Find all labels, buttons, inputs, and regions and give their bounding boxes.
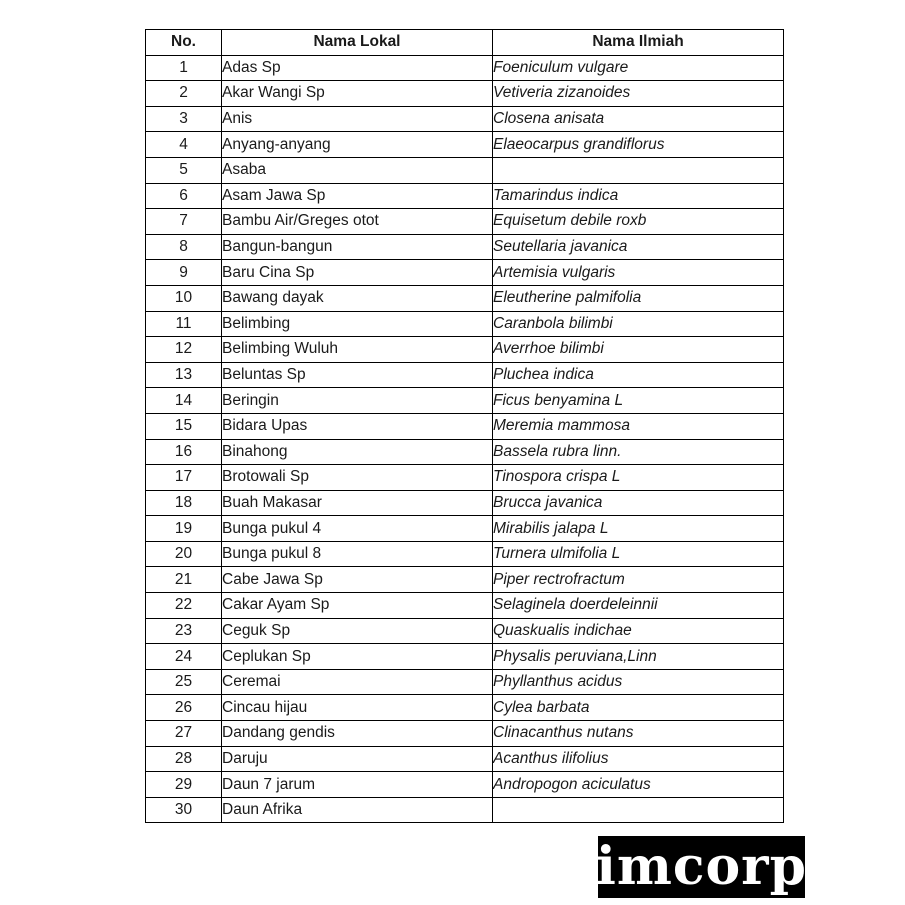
scientific-name-cell: Mirabilis jalapa L	[493, 516, 784, 542]
row-number-cell: 23	[146, 618, 222, 644]
row-number-cell: 11	[146, 311, 222, 337]
row-number-cell: 30	[146, 797, 222, 823]
scientific-name-cell	[493, 797, 784, 823]
table-row	[146, 669, 784, 695]
local-name-cell: Beringin	[222, 388, 493, 414]
scientific-name-cell: Selaginela doerdeleinnii	[493, 593, 784, 619]
row-number-cell: 17	[146, 465, 222, 491]
table-row	[146, 490, 784, 516]
row-number-cell: 5	[146, 157, 222, 183]
scientific-name-cell: Artemisia vulgaris	[493, 260, 784, 286]
scientific-name-cell: Meremia mammosa	[493, 413, 784, 439]
local-name-cell: Ceplukan Sp	[222, 644, 493, 670]
table-row	[146, 132, 784, 158]
local-name-cell: Anyang-anyang	[222, 132, 493, 158]
watermark	[598, 836, 805, 898]
scientific-name-cell: Piper rectrofractum	[493, 567, 784, 593]
table-row	[146, 260, 784, 286]
scientific-name-cell: Tinospora crispa L	[493, 465, 784, 491]
local-name-cell: Bidara Upas	[222, 413, 493, 439]
scientific-name-cell: Clinacanthus nutans	[493, 721, 784, 747]
row-number-cell: 13	[146, 362, 222, 388]
local-name-cell: Asaba	[222, 157, 493, 183]
row-number-cell: 2	[146, 81, 222, 107]
table-row	[146, 772, 784, 798]
table-row	[146, 311, 784, 337]
local-name-cell: Brotowali Sp	[222, 465, 493, 491]
table-row	[146, 413, 784, 439]
row-number-cell: 24	[146, 644, 222, 670]
table-row	[146, 157, 784, 183]
table-row	[146, 337, 784, 363]
scientific-name-cell: Quaskualis indichae	[493, 618, 784, 644]
column-header-no: No.	[146, 30, 222, 56]
watermark-text: imcorp	[596, 836, 807, 897]
row-number-cell: 14	[146, 388, 222, 414]
row-number-cell: 27	[146, 721, 222, 747]
row-number-cell: 3	[146, 106, 222, 132]
local-name-cell: Buah Makasar	[222, 490, 493, 516]
local-name-cell: Dandang gendis	[222, 721, 493, 747]
local-name-cell: Baru Cina Sp	[222, 260, 493, 286]
local-name-cell: Daun Afrika	[222, 797, 493, 823]
row-number-cell: 20	[146, 541, 222, 567]
local-name-cell: Cakar Ayam Sp	[222, 593, 493, 619]
table-row	[146, 567, 784, 593]
local-name-cell: Beluntas Sp	[222, 362, 493, 388]
table-row	[146, 106, 784, 132]
local-name-cell: Ceremai	[222, 669, 493, 695]
scientific-name-cell: Seutellaria javanica	[493, 234, 784, 260]
row-number-cell: 10	[146, 285, 222, 311]
scientific-name-cell: Closena anisata	[493, 106, 784, 132]
table-row	[146, 81, 784, 107]
scientific-name-cell: Pluchea indica	[493, 362, 784, 388]
scientific-name-cell: Ficus benyamina L	[493, 388, 784, 414]
scientific-name-cell: Tamarindus indica	[493, 183, 784, 209]
scientific-name-cell: Foeniculum vulgare	[493, 55, 784, 81]
row-number-cell: 28	[146, 746, 222, 772]
local-name-cell: Bambu Air/Greges otot	[222, 209, 493, 235]
row-number-cell: 26	[146, 695, 222, 721]
local-name-cell: Bunga pukul 8	[222, 541, 493, 567]
scientific-name-cell: Physalis peruviana,Linn	[493, 644, 784, 670]
header-row	[146, 30, 784, 56]
row-number-cell: 22	[146, 593, 222, 619]
table-row	[146, 388, 784, 414]
scientific-name-cell: Brucca javanica	[493, 490, 784, 516]
table-header	[146, 30, 784, 56]
table-row	[146, 644, 784, 670]
table-row	[146, 618, 784, 644]
scientific-name-cell: Caranbola bilimbi	[493, 311, 784, 337]
row-number-cell: 8	[146, 234, 222, 260]
scientific-name-cell: Equisetum debile roxb	[493, 209, 784, 235]
table-row	[146, 746, 784, 772]
local-name-cell: Anis	[222, 106, 493, 132]
row-number-cell: 9	[146, 260, 222, 286]
local-name-cell: Binahong	[222, 439, 493, 465]
row-number-cell: 19	[146, 516, 222, 542]
row-number-cell: 6	[146, 183, 222, 209]
scientific-name-cell: Averrhoe bilimbi	[493, 337, 784, 363]
table-body	[146, 55, 784, 823]
scientific-name-cell: Andropogon aciculatus	[493, 772, 784, 798]
row-number-cell: 21	[146, 567, 222, 593]
local-name-cell: Daun 7 jarum	[222, 772, 493, 798]
plant-names-table	[145, 29, 784, 823]
row-number-cell: 29	[146, 772, 222, 798]
local-name-cell: Cabe Jawa Sp	[222, 567, 493, 593]
row-number-cell: 4	[146, 132, 222, 158]
scientific-name-cell: Phyllanthus acidus	[493, 669, 784, 695]
scientific-name-cell: Eleutherine palmifolia	[493, 285, 784, 311]
column-header-nama-ilmiah: Nama Ilmiah	[493, 30, 784, 56]
scientific-name-cell: Bassela rubra linn.	[493, 439, 784, 465]
table-row	[146, 285, 784, 311]
scientific-name-cell: Acanthus ilifolius	[493, 746, 784, 772]
row-number-cell: 25	[146, 669, 222, 695]
table-row	[146, 593, 784, 619]
table-row	[146, 465, 784, 491]
local-name-cell: Cincau hijau	[222, 695, 493, 721]
local-name-cell: Ceguk Sp	[222, 618, 493, 644]
table-row	[146, 362, 784, 388]
table-row	[146, 55, 784, 81]
table-row	[146, 797, 784, 823]
table-row	[146, 183, 784, 209]
row-number-cell: 12	[146, 337, 222, 363]
row-number-cell: 7	[146, 209, 222, 235]
local-name-cell: Bunga pukul 4	[222, 516, 493, 542]
local-name-cell: Belimbing Wuluh	[222, 337, 493, 363]
scientific-name-cell: Cylea barbata	[493, 695, 784, 721]
column-header-nama-lokal: Nama Lokal	[222, 30, 493, 56]
table-row	[146, 209, 784, 235]
local-name-cell: Akar Wangi Sp	[222, 81, 493, 107]
table-row	[146, 234, 784, 260]
local-name-cell: Bangun-bangun	[222, 234, 493, 260]
local-name-cell: Adas Sp	[222, 55, 493, 81]
table-row	[146, 541, 784, 567]
scientific-name-cell: Elaeocarpus grandiflorus	[493, 132, 784, 158]
row-number-cell: 15	[146, 413, 222, 439]
row-number-cell: 1	[146, 55, 222, 81]
table-row	[146, 439, 784, 465]
local-name-cell: Bawang dayak	[222, 285, 493, 311]
local-name-cell: Asam Jawa Sp	[222, 183, 493, 209]
table-row	[146, 695, 784, 721]
scientific-name-cell	[493, 157, 784, 183]
row-number-cell: 18	[146, 490, 222, 516]
row-number-cell: 16	[146, 439, 222, 465]
local-name-cell: Belimbing	[222, 311, 493, 337]
table-row	[146, 721, 784, 747]
scientific-name-cell: Turnera ulmifolia L	[493, 541, 784, 567]
scientific-name-cell: Vetiveria zizanoides	[493, 81, 784, 107]
local-name-cell: Daruju	[222, 746, 493, 772]
table-row	[146, 516, 784, 542]
